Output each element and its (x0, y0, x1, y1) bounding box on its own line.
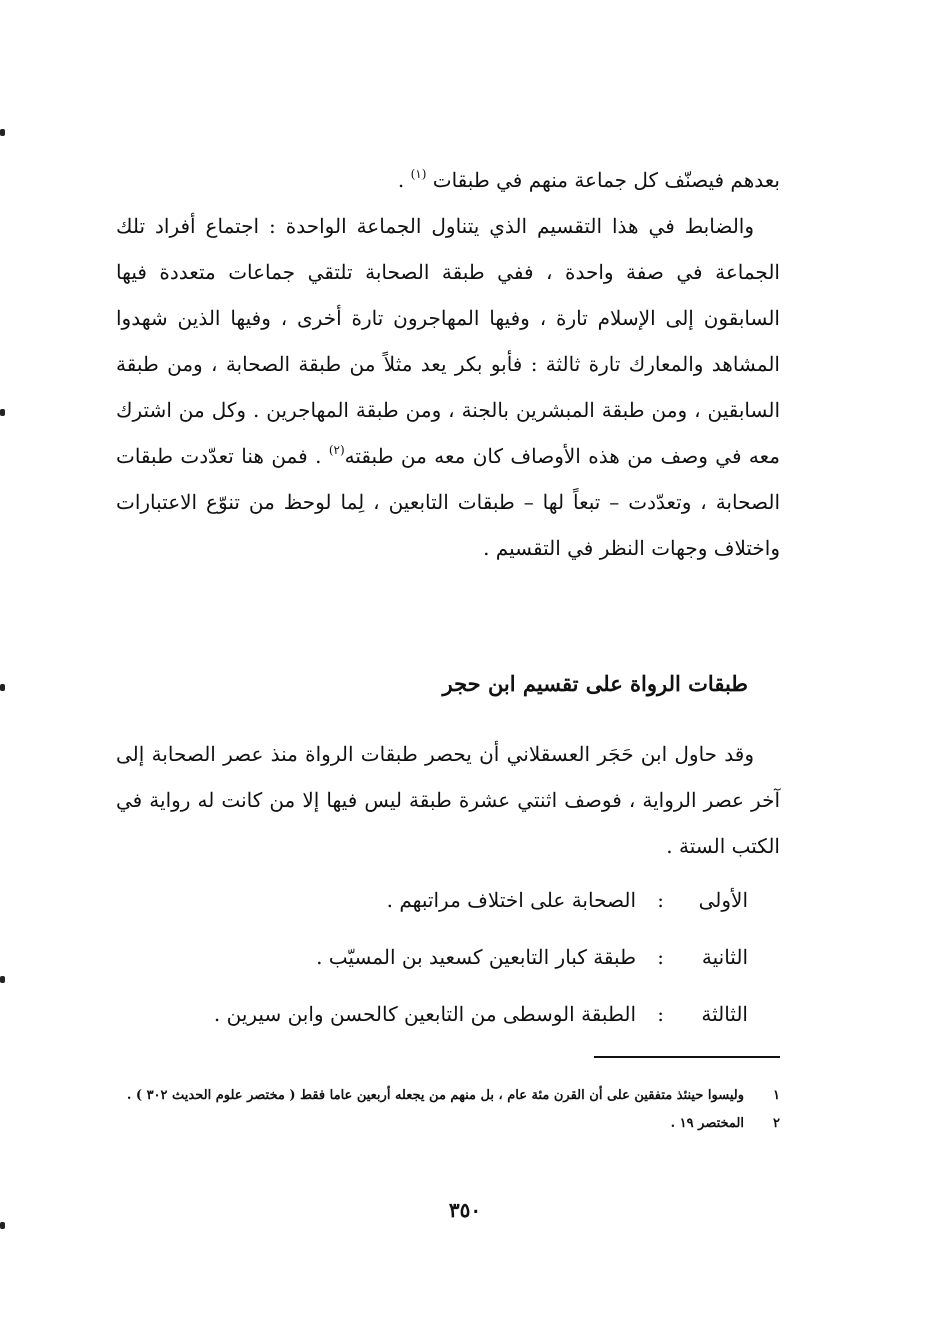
paragraph-criterion (116, 203, 780, 571)
footnotes (116, 1082, 780, 1138)
footnote-2 (116, 1110, 780, 1138)
footnote-text: وليسوا حينئذ متفقين على أن القرن مئة عام ، بل منهم من يجعله أربعين عاما فقط ( مختصر علوم الحديث ٣٠٢ ) . (126, 1088, 744, 1103)
continuation-text: بعدهم فيصنّف كل جماعة منهم في طبقات (432, 168, 780, 192)
page-edge-mark (0, 1222, 5, 1229)
footnote-1 (116, 1082, 780, 1110)
layer-label: الأولى (698, 888, 748, 912)
layer-row-2 (148, 929, 748, 986)
page-edge-mark (0, 684, 5, 691)
page-edge-mark (0, 976, 5, 983)
layer-separator: : (657, 888, 664, 912)
section-paragraph: وقد حاول ابن حَجَر العسقلاني أن يحصر طبقات الرواة منذ عصر الصحابة إلى آخر عصر الرواية ، فوصف اثنتي عشرة طبقة ليس فيها إلا من كانت له رواية في الكتب الستة . (116, 742, 780, 858)
footnote-ref-1: (١) (410, 167, 427, 181)
page-edge-mark (0, 409, 5, 416)
layer-label: الثانية (701, 945, 748, 969)
paragraph-criterion-part2: . فمن هنا تعدّدت طبقات الصحابة ، وتعدّدت – تبعاً لها – طبقات التابعين ، لِما لوحظ من تنوّع الاعتبارات واختلاف وجهات النظر في التقسيم . (116, 444, 780, 560)
footnote-ref-2: (٢) (328, 443, 345, 457)
layer-text: طبقة كبار التابعين كسعيد بن المسيّب . (316, 945, 636, 969)
section-heading: طبقات الرواة على تقسيم ابن حجر (442, 671, 748, 696)
page-number: ٣٥٠ (448, 1198, 482, 1222)
layer-text: الصحابة على اختلاف مراتبهم . (386, 888, 636, 912)
footnote-text: المختصر ١٩ . (670, 1116, 744, 1131)
paragraph-criterion-part1: والضابط في هذا التقسيم الذي يتناول الجماعة الواحدة : اجتماع أفراد تلك الجماعة في صفة واحدة ، ففي طبقة الصحابة تلتقي جماعات متعددة فيها السابقون إلى الإسلام تارة ، وفيها المهاجرون تارة أخرى ، وفيها الذين شهدوا المشاهد والمعارك تارة ثالثة : فأبو بكر يعد مثلاً من طبقة الصحابة ، ومن طبقة السابقين ، ومن طبقة المبشرين بالجنة ، ومن طبقة المهاجرين . وكل من اشترك معه في وصف من هذه الأوصاف كان معه من طبقته (116, 214, 781, 468)
layer-text: الطبقة الوسطى من التابعين كالحسن وابن سيرين . (213, 1002, 636, 1026)
continuation-line (116, 157, 780, 203)
footnote-divider (594, 1056, 780, 1058)
section-text (116, 731, 780, 869)
footnote-number: ٢ (773, 1116, 780, 1131)
layer-row-1 (148, 872, 748, 929)
page-edge-mark (0, 129, 5, 136)
body-text (116, 157, 780, 571)
layer-separator: : (657, 1002, 664, 1026)
layers-list (148, 872, 748, 1043)
layer-label: الثالثة (701, 1002, 748, 1026)
layer-row-3 (148, 986, 748, 1043)
continuation-end: . (397, 168, 411, 192)
footnote-number: ١ (773, 1088, 780, 1103)
layer-separator: : (657, 945, 664, 969)
